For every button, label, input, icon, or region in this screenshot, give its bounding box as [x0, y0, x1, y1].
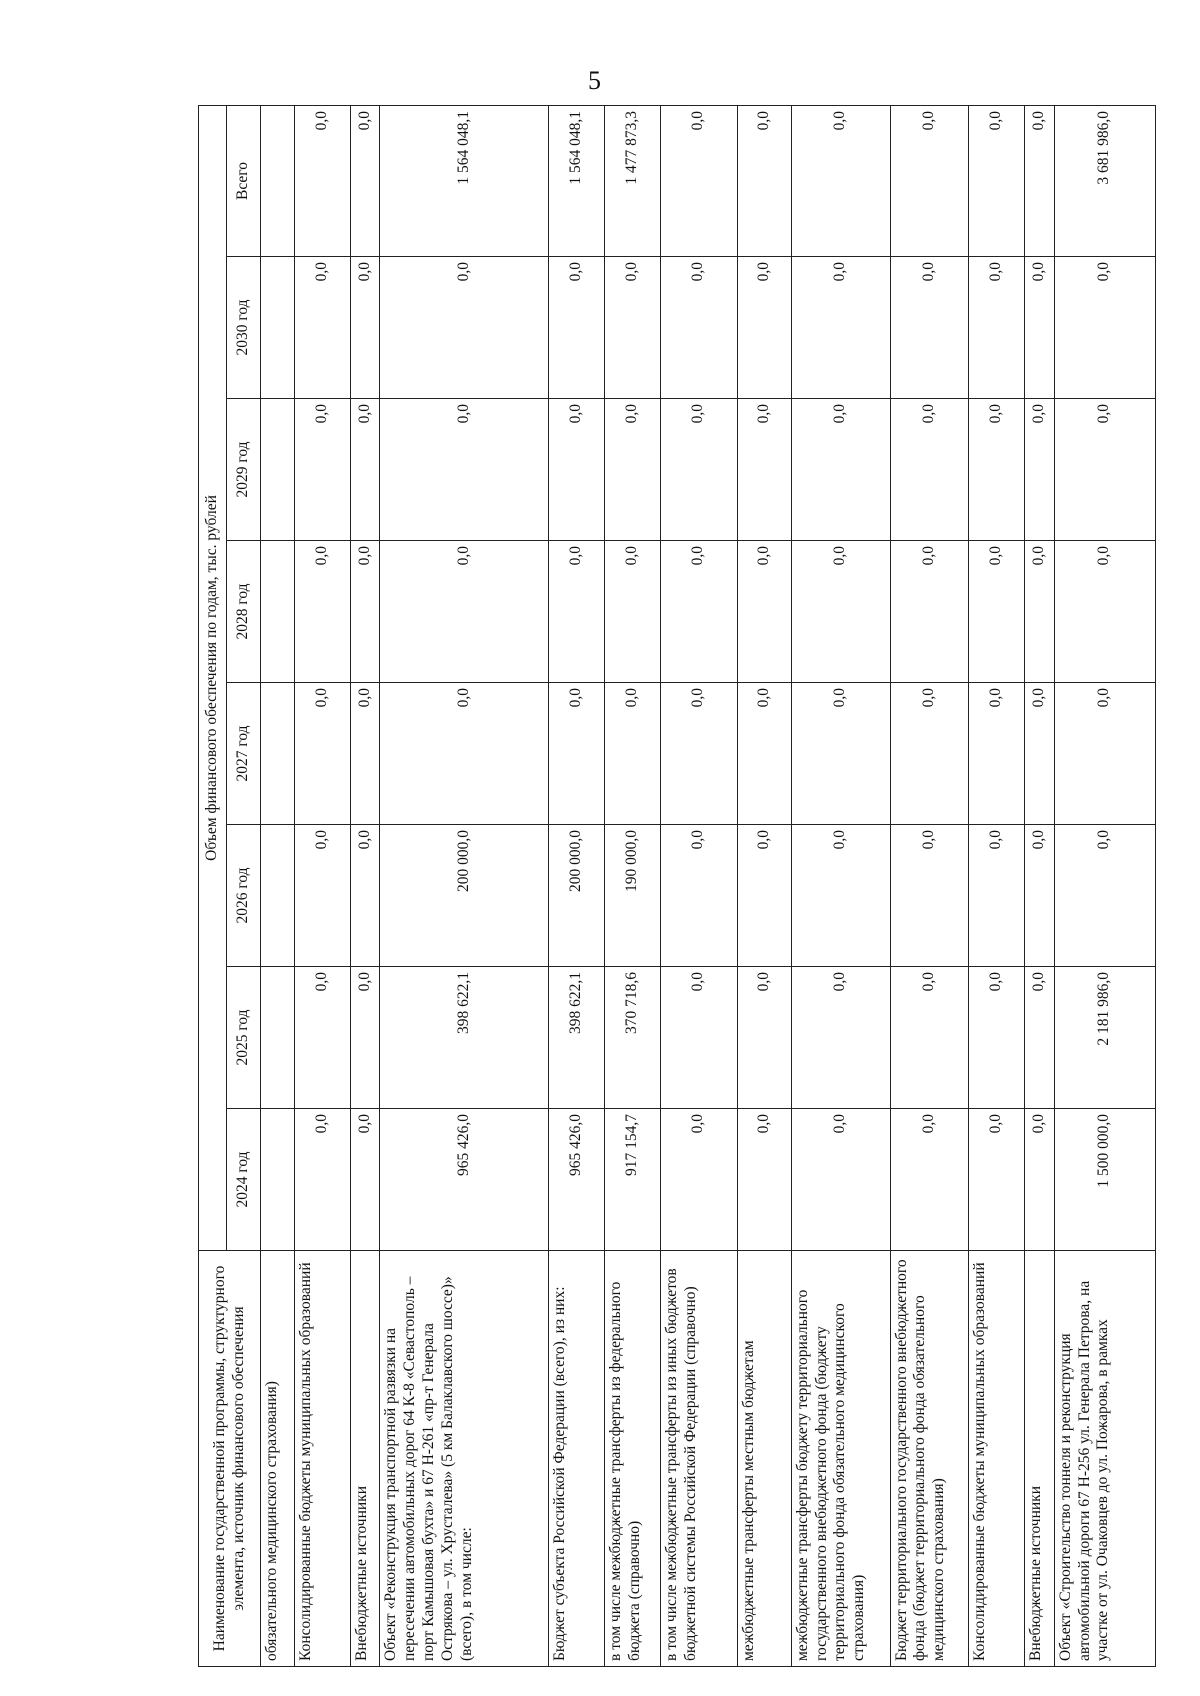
cell-value: 0,0 — [661, 541, 737, 683]
cell-value — [261, 683, 295, 825]
rotated-table-wrapper — [198, 106, 1156, 1667]
cell-value: 398 622,1 — [548, 967, 604, 1109]
cell-value — [261, 106, 295, 257]
cell-value: 0,0 — [1025, 257, 1054, 399]
cell-value: 200 000,0 — [548, 825, 604, 967]
table-row — [350, 106, 379, 1667]
cell-value: 398 622,1 — [380, 967, 549, 1109]
header-year-2: 2026 год — [227, 825, 261, 967]
cell-value: 0,0 — [350, 257, 379, 399]
cell-value: 0,0 — [791, 683, 890, 825]
cell-value: 0,0 — [737, 967, 791, 1109]
cell-value: 0,0 — [791, 825, 890, 967]
cell-value: 0,0 — [969, 257, 1025, 399]
row-label: межбюджетные трансферты бюджету территориального государственного внебюджетного фонда (бюджету территориального фонда обязательного медицинского страхования) — [791, 1251, 890, 1667]
table-row — [661, 106, 737, 1667]
cell-value: 0,0 — [294, 1109, 350, 1251]
cell-value: 0,0 — [1054, 541, 1155, 683]
cell-value: 1 500 000,0 — [1054, 1109, 1155, 1251]
cell-value: 0,0 — [890, 1109, 969, 1251]
cell-value: 0,0 — [350, 1109, 379, 1251]
cell-value: 0,0 — [380, 399, 549, 541]
cell-value: 0,0 — [294, 257, 350, 399]
table-row — [294, 106, 350, 1667]
cell-value: 0,0 — [890, 683, 969, 825]
row-label: межбюджетные трансферты местным бюджетам — [737, 1251, 791, 1667]
cell-value: 0,0 — [604, 399, 660, 541]
table-row — [1054, 106, 1155, 1667]
cell-value: 0,0 — [969, 967, 1025, 1109]
cell-value: 0,0 — [1025, 541, 1054, 683]
cell-value: 190 000,0 — [604, 825, 660, 967]
cell-value: 0,0 — [791, 967, 890, 1109]
cell-value — [261, 825, 295, 967]
cell-value: 0,0 — [294, 541, 350, 683]
cell-value — [261, 257, 295, 399]
cell-value: 0,0 — [294, 683, 350, 825]
row-label: Внебюджетные источники — [1025, 1251, 1054, 1667]
cell-value: 0,0 — [661, 683, 737, 825]
header-name-column: Наименование государственной программы, структурного элемента, источник финансового обеспечения — [199, 1251, 261, 1667]
cell-value: 0,0 — [294, 825, 350, 967]
cell-value: 0,0 — [791, 399, 890, 541]
cell-value: 0,0 — [969, 683, 1025, 825]
cell-value: 0,0 — [548, 399, 604, 541]
cell-value: 0,0 — [350, 399, 379, 541]
row-label: обязательного медицинского страхования) — [261, 1251, 295, 1667]
cell-value: 0,0 — [1025, 967, 1054, 1109]
cell-value: 0,0 — [350, 106, 379, 257]
cell-value: 0,0 — [1054, 683, 1155, 825]
cell-value: 0,0 — [890, 967, 969, 1109]
cell-value: 2 181 986,0 — [1054, 967, 1155, 1109]
cell-value: 0,0 — [294, 399, 350, 541]
cell-value: 0,0 — [661, 257, 737, 399]
cell-value: 0,0 — [1025, 683, 1054, 825]
cell-value: 0,0 — [661, 1109, 737, 1251]
cell-value: 0,0 — [791, 106, 890, 257]
cell-value: 0,0 — [737, 257, 791, 399]
cell-value: 0,0 — [1025, 399, 1054, 541]
cell-value: 0,0 — [1025, 825, 1054, 967]
table-row — [261, 106, 295, 1667]
row-label: Консолидированные бюджеты муниципальных образований — [969, 1251, 1025, 1667]
cell-value: 0,0 — [548, 541, 604, 683]
cell-value: 0,0 — [737, 399, 791, 541]
cell-value: 965 426,0 — [548, 1109, 604, 1251]
header-year-3: 2027 год — [227, 683, 261, 825]
financing-table — [198, 105, 1156, 1667]
cell-value: 0,0 — [969, 541, 1025, 683]
cell-value: 200 000,0 — [380, 825, 549, 967]
cell-value: 3 681 986,0 — [1054, 106, 1155, 257]
cell-value: 0,0 — [661, 825, 737, 967]
cell-value: 0,0 — [350, 825, 379, 967]
table-row — [380, 106, 549, 1667]
cell-value: 0,0 — [1054, 825, 1155, 967]
cell-value: 0,0 — [890, 825, 969, 967]
cell-value — [261, 399, 295, 541]
header-year-0: 2024 год — [227, 1109, 261, 1251]
table-row — [791, 106, 890, 1667]
header-year-5: 2029 год — [227, 399, 261, 541]
cell-value: 0,0 — [661, 967, 737, 1109]
header-year-1: 2025 год — [227, 967, 261, 1109]
row-label: Бюджет субъекта Российской Федерации (всего), из них: — [548, 1251, 604, 1667]
cell-value: 0,0 — [1054, 399, 1155, 541]
row-label: Бюджет территориального государственного внебюджетного фонда (бюджет территориального фонда обязательного медицинского страхования) — [890, 1251, 969, 1667]
cell-value: 0,0 — [380, 541, 549, 683]
cell-value: 0,0 — [890, 399, 969, 541]
cell-value: 0,0 — [737, 106, 791, 257]
row-label: в том числе межбюджетные трансферты из иных бюджетов бюджетной системы Российской Федерации (справочно) — [661, 1251, 737, 1667]
table-row — [604, 106, 660, 1667]
cell-value: 0,0 — [380, 683, 549, 825]
cell-value: 0,0 — [969, 1109, 1025, 1251]
cell-value — [261, 541, 295, 683]
cell-value: 0,0 — [791, 1109, 890, 1251]
cell-value: 0,0 — [890, 257, 969, 399]
cell-value: 965 426,0 — [380, 1109, 549, 1251]
cell-value: 0,0 — [604, 257, 660, 399]
cell-value: 0,0 — [380, 257, 549, 399]
cell-value: 1 564 048,1 — [380, 106, 549, 257]
cell-value: 0,0 — [969, 106, 1025, 257]
cell-value: 0,0 — [791, 541, 890, 683]
table-row — [1025, 106, 1054, 1667]
cell-value: 0,0 — [548, 683, 604, 825]
page-number: 5 — [588, 66, 601, 95]
header-year-4: 2028 год — [227, 541, 261, 683]
cell-value: 0,0 — [969, 399, 1025, 541]
row-label: Внебюджетные источники — [350, 1251, 379, 1667]
cell-value: 0,0 — [737, 825, 791, 967]
cell-value: 0,0 — [350, 683, 379, 825]
row-label: Консолидированные бюджеты муниципальных образований — [294, 1251, 350, 1667]
rotated-table-inner — [198, 106, 1156, 1667]
table-row — [890, 106, 969, 1667]
cell-value: 1 564 048,1 — [548, 106, 604, 257]
cell-value: 0,0 — [604, 541, 660, 683]
cell-value: 0,0 — [350, 541, 379, 683]
cell-value: 0,0 — [604, 683, 660, 825]
cell-value: 917 154,7 — [604, 1109, 660, 1251]
row-label: Объект «Строительство тоннеля и реконструкция автомобильной дороги 67 Н-256 ул. Генерала Петрова, на участке от ул. Очаковцев до ул. Пожарова, в рамках — [1054, 1251, 1155, 1667]
table-row — [737, 106, 791, 1667]
cell-value: 1 477 873,3 — [604, 106, 660, 257]
header-volume-title: Объем финансового обеспечения по годам, тыс. рублей — [199, 106, 227, 1251]
header-year-7: Всего — [227, 106, 261, 257]
cell-value: 0,0 — [737, 683, 791, 825]
cell-value: 0,0 — [969, 825, 1025, 967]
cell-value: 0,0 — [737, 541, 791, 683]
cell-value: 0,0 — [890, 541, 969, 683]
cell-value: 0,0 — [737, 1109, 791, 1251]
cell-value: 0,0 — [661, 106, 737, 257]
cell-value — [261, 1109, 295, 1251]
row-label: в том числе межбюджетные трансферты из федерального бюджета (справочно) — [604, 1251, 660, 1667]
row-label: Объект «Реконструкция транспортной развязки на пересечении автомобильных дорог 64 К-8 «Севастополь – порт Камышовая бухта» и 67 Н-261 «пр-т Генерала Острякова – ул. Хрусталева» (5 км Балаклавского шоссе)» (всего), в том числе: — [380, 1251, 549, 1667]
cell-value: 0,0 — [548, 257, 604, 399]
cell-value: 0,0 — [890, 106, 969, 257]
table-row — [969, 106, 1025, 1667]
cell-value: 0,0 — [1025, 106, 1054, 257]
cell-value: 0,0 — [1054, 257, 1155, 399]
table-row — [548, 106, 604, 1667]
cell-value: 0,0 — [661, 399, 737, 541]
cell-value: 370 718,6 — [604, 967, 660, 1109]
cell-value: 0,0 — [294, 967, 350, 1109]
cell-value: 0,0 — [1025, 1109, 1054, 1251]
header-year-6: 2030 год — [227, 257, 261, 399]
cell-value: 0,0 — [350, 967, 379, 1109]
cell-value: 0,0 — [294, 106, 350, 257]
cell-value: 0,0 — [791, 257, 890, 399]
cell-value — [261, 967, 295, 1109]
